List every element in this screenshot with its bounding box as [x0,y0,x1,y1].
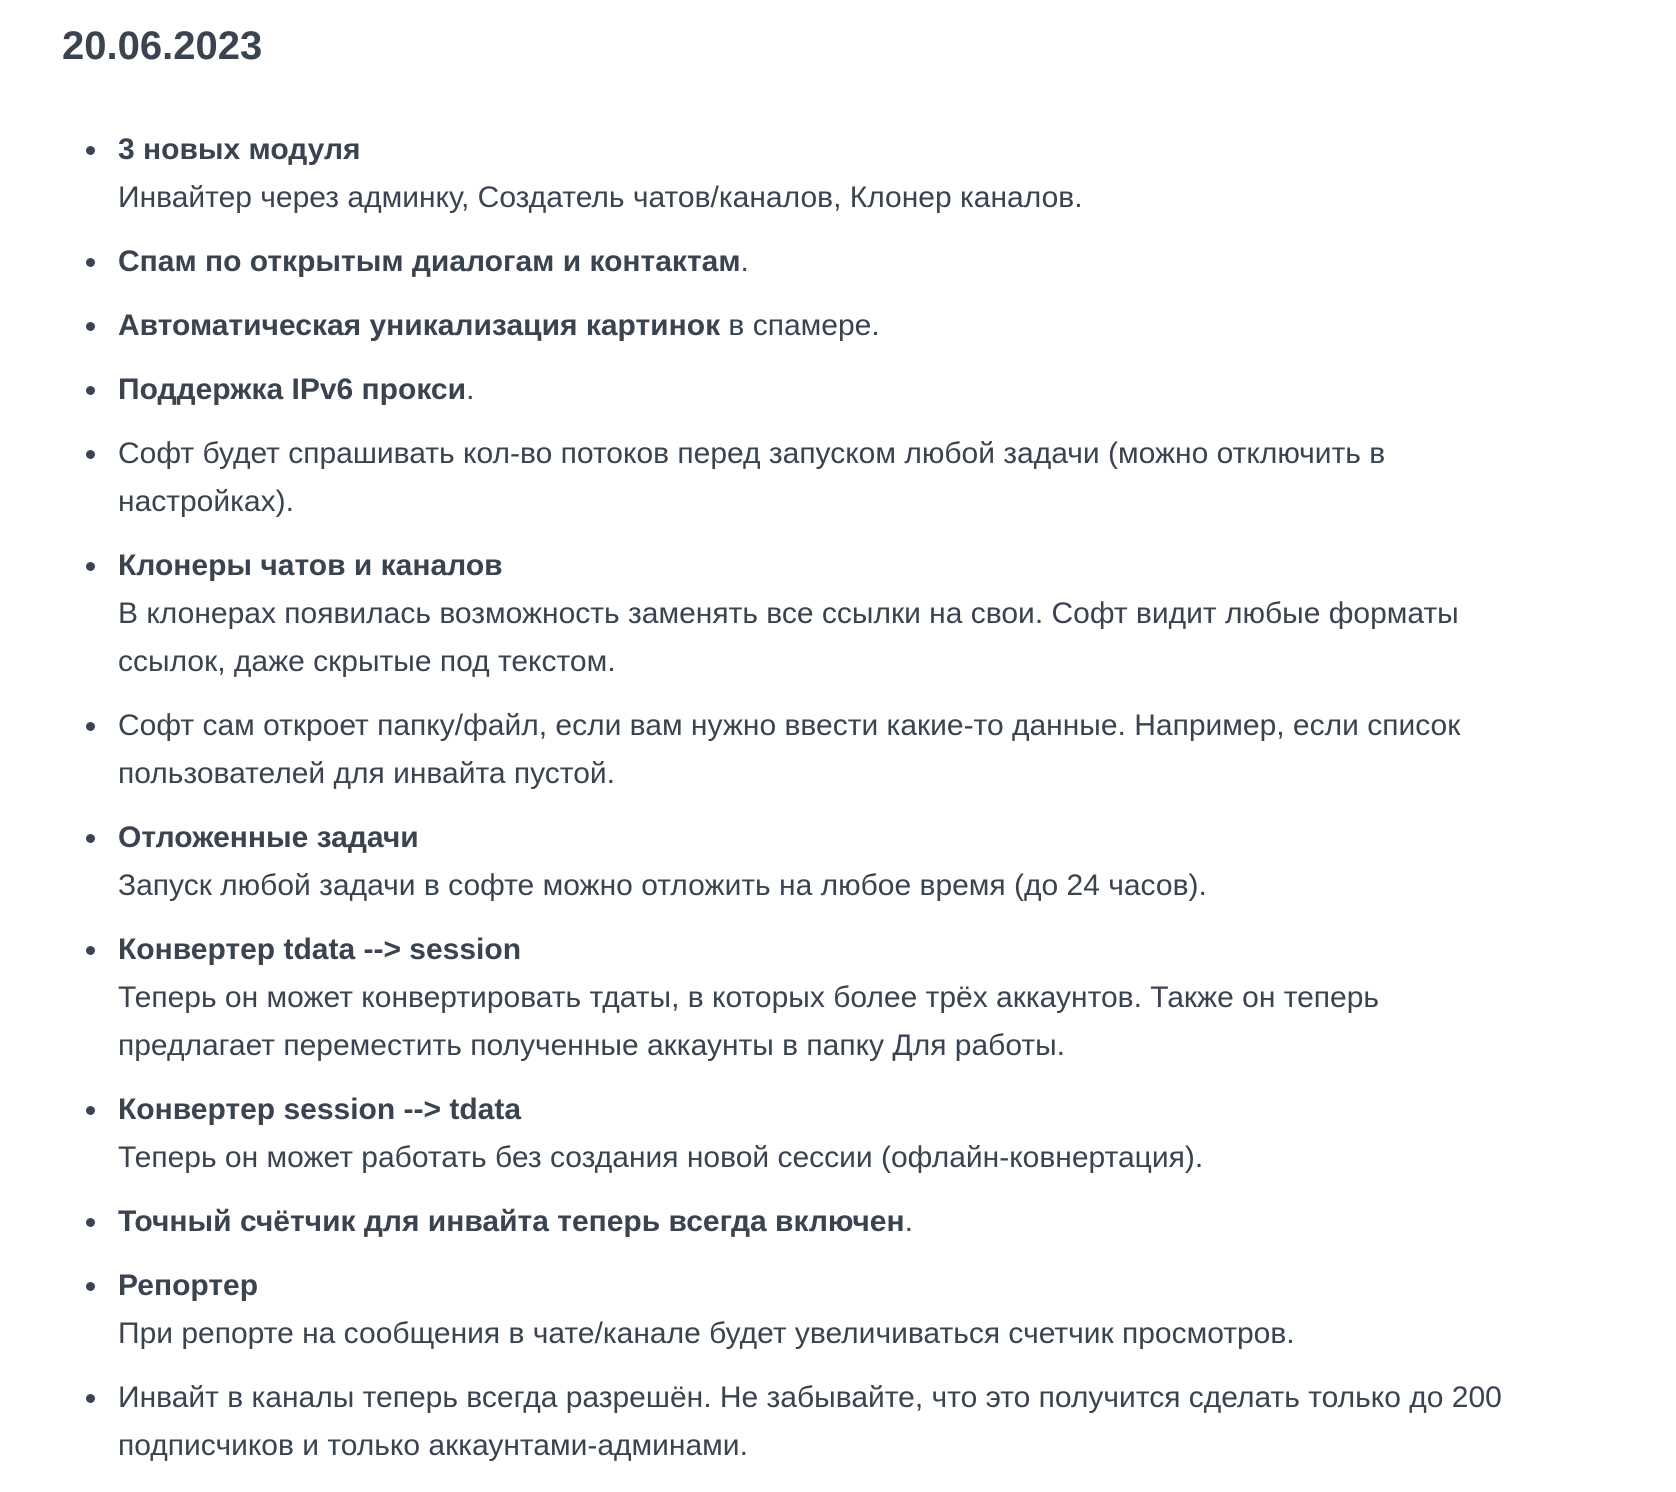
item-suffix: . [904,1205,913,1238]
list-item [118,238,1582,286]
item-title: Автоматическая уникализация картинок [118,309,721,342]
changelog-list [62,126,1582,1470]
release-date-heading: 20.06.2023 [62,24,263,68]
list-item [118,702,1582,798]
item-title: Конвертер tdata --> session [118,933,522,966]
item-suffix: . [466,373,475,406]
list-item [118,430,1582,526]
item-description: В клонерах появилась возможность заменять все ссылки на свои. Софт видит любые форматы ссылок, даже скрытые под текстом. [118,597,1459,678]
item-suffix: . [740,245,749,278]
list-item [118,126,1582,222]
item-title: Поддержка IPv6 прокси [118,373,467,406]
item-description: Инвайтер через админку, Создатель чатов/каналов, Клонер каналов. [118,181,1083,214]
list-item [118,814,1582,910]
list-item [118,1198,1582,1246]
list-item [118,366,1582,414]
list-item [118,1262,1582,1358]
item-title: Точный счётчик для инвайта теперь всегда включен [118,1205,905,1238]
item-title: Репортер [118,1269,259,1302]
item-description: Теперь он может конвертировать тдаты, в которых более трёх аккаунтов. Также он теперь предлагает переместить полученные аккаунты в папку Для работы. [118,981,1380,1062]
item-title: Клонеры чатов и каналов [118,549,503,582]
list-item [118,542,1582,686]
item-text: Инвайт в каналы теперь всегда разрешён. Не забывайте, что это получится сделать только до 200 подписчиков и только аккаунтами-админами. [118,1381,1502,1462]
list-item [118,1374,1582,1470]
list-item [118,926,1582,1070]
item-title: Конвертер session --> tdata [118,1093,522,1126]
list-item [118,302,1582,350]
item-title: Отложенные задачи [118,821,419,854]
item-text: Софт сам откроет папку/файл, если вам нужно ввести какие-то данные. Например, если список пользователей для инвайта пустой. [118,709,1461,790]
item-description: Запуск любой задачи в софте можно отложить на любое время (до 24 часов). [118,869,1207,902]
item-text: Софт будет спрашивать кол-во потоков перед запуском любой задачи (можно отключить в настройках). [118,437,1386,518]
item-description: При репорте на сообщения в чате/канале будет увеличиваться счетчик просмотров. [118,1317,1295,1350]
item-title: Спам по открытым диалогам и контактам [118,245,741,278]
item-description: Теперь он может работать без создания новой сессии (офлайн-ковнертация). [118,1141,1204,1174]
item-title: 3 новых модуля [118,133,361,166]
list-item [118,1086,1582,1182]
item-suffix: в спамере. [720,309,880,342]
